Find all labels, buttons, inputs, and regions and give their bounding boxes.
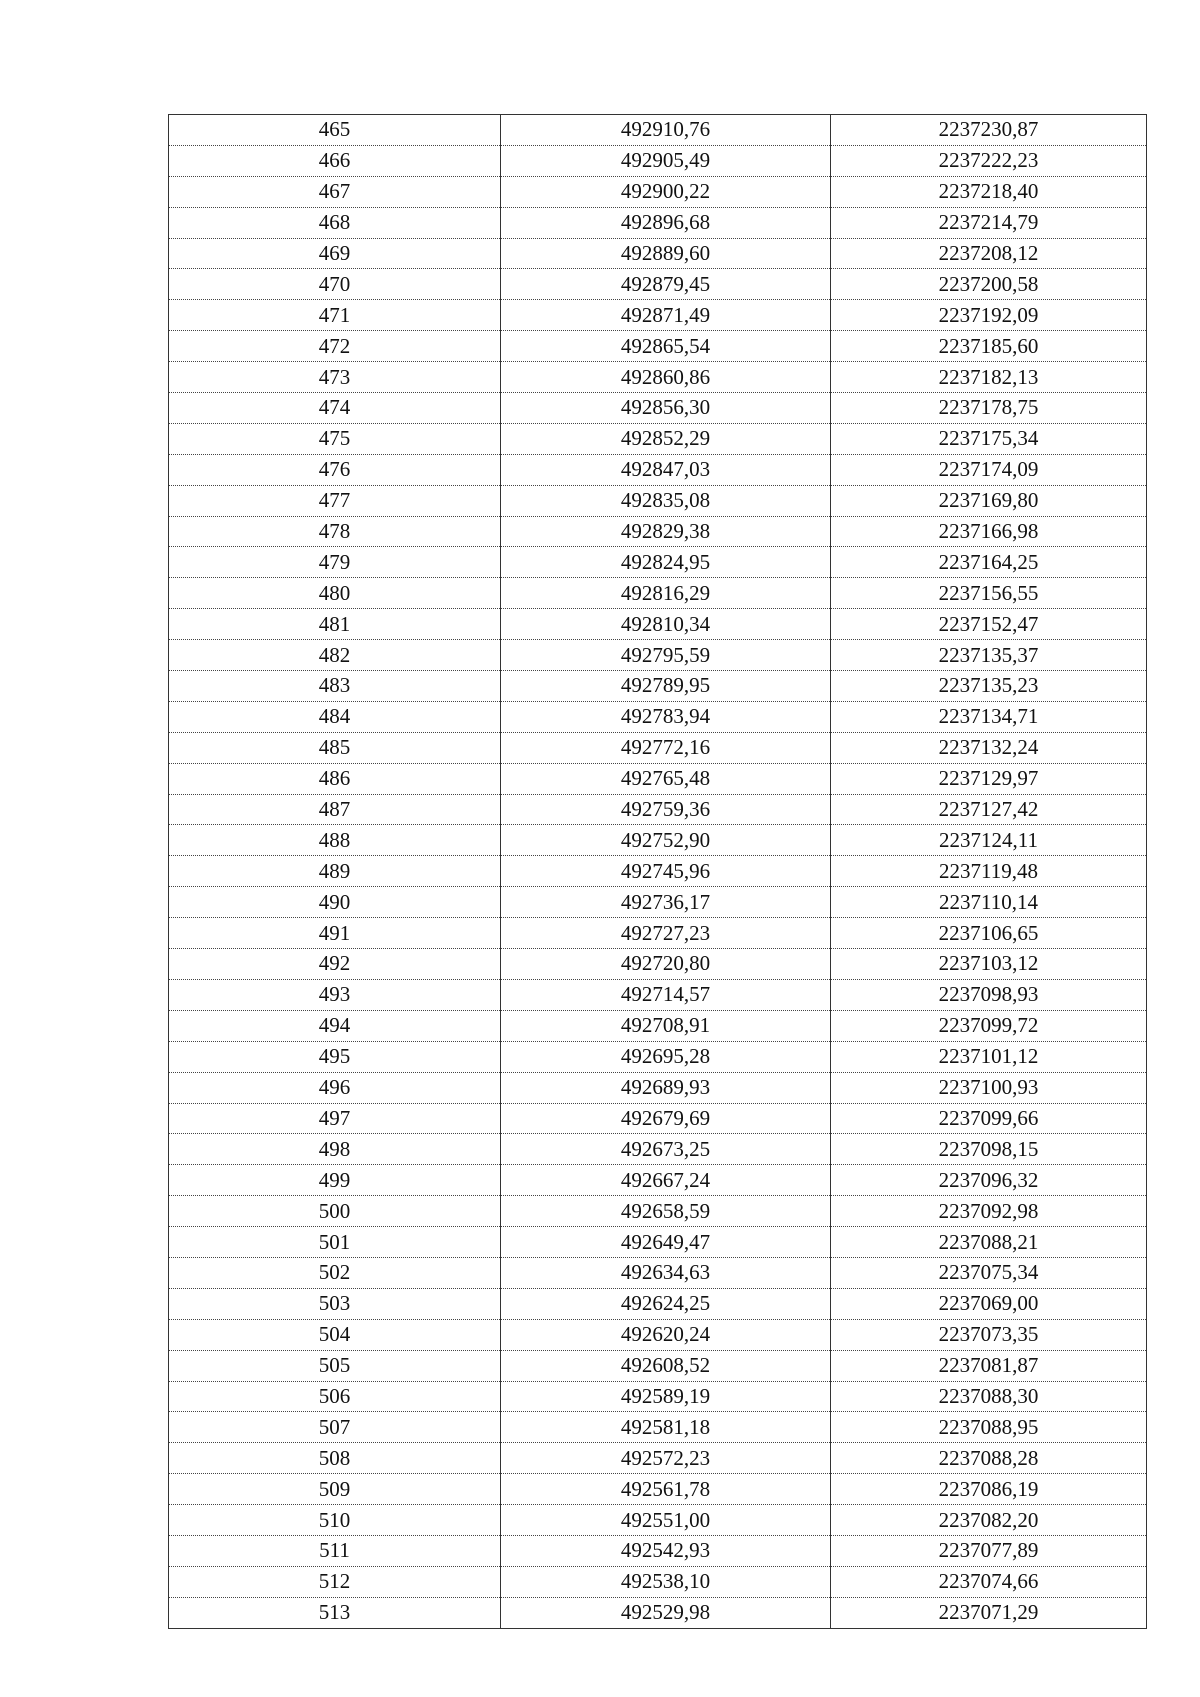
y-coordinate-cell: 2237127,42 bbox=[831, 794, 1147, 825]
table-row bbox=[169, 331, 1147, 362]
y-coordinate-cell: 2237082,20 bbox=[831, 1505, 1147, 1536]
x-coordinate-cell: 492620,24 bbox=[501, 1319, 831, 1350]
table-row bbox=[169, 1288, 1147, 1319]
x-coordinate-cell: 492860,86 bbox=[501, 362, 831, 393]
table-row bbox=[169, 825, 1147, 856]
table-row bbox=[169, 640, 1147, 671]
point-number-cell: 483 bbox=[169, 671, 501, 702]
x-coordinate-cell: 492714,57 bbox=[501, 979, 831, 1010]
point-number-cell: 501 bbox=[169, 1227, 501, 1258]
y-coordinate-cell: 2237086,19 bbox=[831, 1474, 1147, 1505]
point-number-cell: 487 bbox=[169, 794, 501, 825]
x-coordinate-cell: 492695,28 bbox=[501, 1041, 831, 1072]
point-number-cell: 480 bbox=[169, 578, 501, 609]
point-number-cell: 504 bbox=[169, 1319, 501, 1350]
table-row bbox=[169, 300, 1147, 331]
table-row bbox=[169, 887, 1147, 918]
x-coordinate-cell: 492529,98 bbox=[501, 1597, 831, 1628]
y-coordinate-cell: 2237132,24 bbox=[831, 732, 1147, 763]
point-number-cell: 477 bbox=[169, 485, 501, 516]
y-coordinate-cell: 2237214,79 bbox=[831, 207, 1147, 238]
table-row bbox=[169, 794, 1147, 825]
y-coordinate-cell: 2237103,12 bbox=[831, 949, 1147, 980]
coordinates-table bbox=[168, 114, 1147, 1629]
table-row bbox=[169, 115, 1147, 146]
x-coordinate-cell: 492572,23 bbox=[501, 1443, 831, 1474]
y-coordinate-cell: 2237129,97 bbox=[831, 763, 1147, 794]
point-number-cell: 511 bbox=[169, 1535, 501, 1566]
table-row bbox=[169, 1319, 1147, 1350]
x-coordinate-cell: 492765,48 bbox=[501, 763, 831, 794]
y-coordinate-cell: 2237088,30 bbox=[831, 1381, 1147, 1412]
y-coordinate-cell: 2237077,89 bbox=[831, 1535, 1147, 1566]
point-number-cell: 470 bbox=[169, 269, 501, 300]
y-coordinate-cell: 2237088,95 bbox=[831, 1412, 1147, 1443]
x-coordinate-cell: 492649,47 bbox=[501, 1227, 831, 1258]
point-number-cell: 471 bbox=[169, 300, 501, 331]
x-coordinate-cell: 492879,45 bbox=[501, 269, 831, 300]
x-coordinate-cell: 492795,59 bbox=[501, 640, 831, 671]
y-coordinate-cell: 2237175,34 bbox=[831, 423, 1147, 454]
y-coordinate-cell: 2237185,60 bbox=[831, 331, 1147, 362]
table-row bbox=[169, 1412, 1147, 1443]
table-row bbox=[169, 1165, 1147, 1196]
point-number-cell: 505 bbox=[169, 1350, 501, 1381]
point-number-cell: 506 bbox=[169, 1381, 501, 1412]
table-row bbox=[169, 979, 1147, 1010]
y-coordinate-cell: 2237178,75 bbox=[831, 393, 1147, 424]
y-coordinate-cell: 2237135,23 bbox=[831, 671, 1147, 702]
point-number-cell: 492 bbox=[169, 949, 501, 980]
table-row bbox=[169, 393, 1147, 424]
table-row bbox=[169, 609, 1147, 640]
point-number-cell: 502 bbox=[169, 1257, 501, 1288]
table-row bbox=[169, 362, 1147, 393]
x-coordinate-cell: 492772,16 bbox=[501, 732, 831, 763]
point-number-cell: 474 bbox=[169, 393, 501, 424]
x-coordinate-cell: 492624,25 bbox=[501, 1288, 831, 1319]
point-number-cell: 465 bbox=[169, 115, 501, 146]
point-number-cell: 503 bbox=[169, 1288, 501, 1319]
x-coordinate-cell: 492736,17 bbox=[501, 887, 831, 918]
x-coordinate-cell: 492745,96 bbox=[501, 856, 831, 887]
coordinates-table-body bbox=[169, 115, 1147, 1629]
y-coordinate-cell: 2237230,87 bbox=[831, 115, 1147, 146]
table-row bbox=[169, 423, 1147, 454]
y-coordinate-cell: 2237119,48 bbox=[831, 856, 1147, 887]
y-coordinate-cell: 2237092,98 bbox=[831, 1196, 1147, 1227]
point-number-cell: 491 bbox=[169, 918, 501, 949]
y-coordinate-cell: 2237166,98 bbox=[831, 516, 1147, 547]
y-coordinate-cell: 2237073,35 bbox=[831, 1319, 1147, 1350]
point-number-cell: 496 bbox=[169, 1072, 501, 1103]
point-number-cell: 509 bbox=[169, 1474, 501, 1505]
point-number-cell: 490 bbox=[169, 887, 501, 918]
point-number-cell: 510 bbox=[169, 1505, 501, 1536]
x-coordinate-cell: 492905,49 bbox=[501, 145, 831, 176]
point-number-cell: 488 bbox=[169, 825, 501, 856]
x-coordinate-cell: 492667,24 bbox=[501, 1165, 831, 1196]
y-coordinate-cell: 2237135,37 bbox=[831, 640, 1147, 671]
table-row bbox=[169, 238, 1147, 269]
table-row bbox=[169, 1041, 1147, 1072]
y-coordinate-cell: 2237164,25 bbox=[831, 547, 1147, 578]
y-coordinate-cell: 2237098,15 bbox=[831, 1134, 1147, 1165]
point-number-cell: 513 bbox=[169, 1597, 501, 1628]
point-number-cell: 479 bbox=[169, 547, 501, 578]
x-coordinate-cell: 492720,80 bbox=[501, 949, 831, 980]
x-coordinate-cell: 492856,30 bbox=[501, 393, 831, 424]
point-number-cell: 507 bbox=[169, 1412, 501, 1443]
table-row bbox=[169, 1474, 1147, 1505]
x-coordinate-cell: 492673,25 bbox=[501, 1134, 831, 1165]
x-coordinate-cell: 492810,34 bbox=[501, 609, 831, 640]
table-row bbox=[169, 763, 1147, 794]
x-coordinate-cell: 492708,91 bbox=[501, 1010, 831, 1041]
point-number-cell: 473 bbox=[169, 362, 501, 393]
y-coordinate-cell: 2237069,00 bbox=[831, 1288, 1147, 1319]
table-row bbox=[169, 1196, 1147, 1227]
point-number-cell: 468 bbox=[169, 207, 501, 238]
x-coordinate-cell: 492871,49 bbox=[501, 300, 831, 331]
x-coordinate-cell: 492551,00 bbox=[501, 1505, 831, 1536]
x-coordinate-cell: 492542,93 bbox=[501, 1535, 831, 1566]
y-coordinate-cell: 2237134,71 bbox=[831, 701, 1147, 732]
point-number-cell: 499 bbox=[169, 1165, 501, 1196]
point-number-cell: 495 bbox=[169, 1041, 501, 1072]
y-coordinate-cell: 2237200,58 bbox=[831, 269, 1147, 300]
table-row bbox=[169, 1381, 1147, 1412]
table-row bbox=[169, 1257, 1147, 1288]
table-row bbox=[169, 454, 1147, 485]
table-row bbox=[169, 856, 1147, 887]
x-coordinate-cell: 492900,22 bbox=[501, 176, 831, 207]
x-coordinate-cell: 492581,18 bbox=[501, 1412, 831, 1443]
y-coordinate-cell: 2237182,13 bbox=[831, 362, 1147, 393]
y-coordinate-cell: 2237088,21 bbox=[831, 1227, 1147, 1258]
point-number-cell: 476 bbox=[169, 454, 501, 485]
point-number-cell: 489 bbox=[169, 856, 501, 887]
y-coordinate-cell: 2237099,66 bbox=[831, 1103, 1147, 1134]
x-coordinate-cell: 492783,94 bbox=[501, 701, 831, 732]
y-coordinate-cell: 2237074,66 bbox=[831, 1566, 1147, 1597]
y-coordinate-cell: 2237208,12 bbox=[831, 238, 1147, 269]
x-coordinate-cell: 492589,19 bbox=[501, 1381, 831, 1412]
y-coordinate-cell: 2237218,40 bbox=[831, 176, 1147, 207]
x-coordinate-cell: 492679,69 bbox=[501, 1103, 831, 1134]
point-number-cell: 493 bbox=[169, 979, 501, 1010]
table-row bbox=[169, 1103, 1147, 1134]
y-coordinate-cell: 2237101,12 bbox=[831, 1041, 1147, 1072]
y-coordinate-cell: 2237106,65 bbox=[831, 918, 1147, 949]
table-row bbox=[169, 485, 1147, 516]
table-row bbox=[169, 918, 1147, 949]
table-row bbox=[169, 176, 1147, 207]
table-row bbox=[169, 701, 1147, 732]
table-row bbox=[169, 671, 1147, 702]
x-coordinate-cell: 492538,10 bbox=[501, 1566, 831, 1597]
y-coordinate-cell: 2237098,93 bbox=[831, 979, 1147, 1010]
y-coordinate-cell: 2237088,28 bbox=[831, 1443, 1147, 1474]
x-coordinate-cell: 492689,93 bbox=[501, 1072, 831, 1103]
point-number-cell: 508 bbox=[169, 1443, 501, 1474]
x-coordinate-cell: 492658,59 bbox=[501, 1196, 831, 1227]
x-coordinate-cell: 492608,52 bbox=[501, 1350, 831, 1381]
table-row bbox=[169, 145, 1147, 176]
x-coordinate-cell: 492865,54 bbox=[501, 331, 831, 362]
x-coordinate-cell: 492634,63 bbox=[501, 1257, 831, 1288]
table-row bbox=[169, 1505, 1147, 1536]
y-coordinate-cell: 2237099,72 bbox=[831, 1010, 1147, 1041]
table-row bbox=[169, 949, 1147, 980]
point-number-cell: 500 bbox=[169, 1196, 501, 1227]
x-coordinate-cell: 492561,78 bbox=[501, 1474, 831, 1505]
y-coordinate-cell: 2237174,09 bbox=[831, 454, 1147, 485]
y-coordinate-cell: 2237192,09 bbox=[831, 300, 1147, 331]
table-row bbox=[169, 1227, 1147, 1258]
x-coordinate-cell: 492816,29 bbox=[501, 578, 831, 609]
x-coordinate-cell: 492824,95 bbox=[501, 547, 831, 578]
y-coordinate-cell: 2237152,47 bbox=[831, 609, 1147, 640]
point-number-cell: 466 bbox=[169, 145, 501, 176]
point-number-cell: 484 bbox=[169, 701, 501, 732]
point-number-cell: 478 bbox=[169, 516, 501, 547]
y-coordinate-cell: 2237075,34 bbox=[831, 1257, 1147, 1288]
table-row bbox=[169, 578, 1147, 609]
point-number-cell: 469 bbox=[169, 238, 501, 269]
y-coordinate-cell: 2237124,11 bbox=[831, 825, 1147, 856]
y-coordinate-cell: 2237081,87 bbox=[831, 1350, 1147, 1381]
point-number-cell: 481 bbox=[169, 609, 501, 640]
x-coordinate-cell: 492829,38 bbox=[501, 516, 831, 547]
table-row bbox=[169, 1443, 1147, 1474]
x-coordinate-cell: 492727,23 bbox=[501, 918, 831, 949]
y-coordinate-cell: 2237169,80 bbox=[831, 485, 1147, 516]
point-number-cell: 498 bbox=[169, 1134, 501, 1165]
x-coordinate-cell: 492847,03 bbox=[501, 454, 831, 485]
table-row bbox=[169, 1597, 1147, 1628]
table-row bbox=[169, 547, 1147, 578]
x-coordinate-cell: 492896,68 bbox=[501, 207, 831, 238]
x-coordinate-cell: 492752,90 bbox=[501, 825, 831, 856]
y-coordinate-cell: 2237110,14 bbox=[831, 887, 1147, 918]
point-number-cell: 475 bbox=[169, 423, 501, 454]
y-coordinate-cell: 2237156,55 bbox=[831, 578, 1147, 609]
x-coordinate-cell: 492835,08 bbox=[501, 485, 831, 516]
table-row bbox=[169, 732, 1147, 763]
point-number-cell: 467 bbox=[169, 176, 501, 207]
point-number-cell: 472 bbox=[169, 331, 501, 362]
table-row bbox=[169, 1072, 1147, 1103]
document-page bbox=[168, 114, 1146, 1629]
point-number-cell: 497 bbox=[169, 1103, 501, 1134]
table-row bbox=[169, 516, 1147, 547]
y-coordinate-cell: 2237096,32 bbox=[831, 1165, 1147, 1196]
point-number-cell: 485 bbox=[169, 732, 501, 763]
point-number-cell: 486 bbox=[169, 763, 501, 794]
table-row bbox=[169, 1566, 1147, 1597]
point-number-cell: 482 bbox=[169, 640, 501, 671]
y-coordinate-cell: 2237222,23 bbox=[831, 145, 1147, 176]
table-row bbox=[169, 1010, 1147, 1041]
table-row bbox=[169, 207, 1147, 238]
x-coordinate-cell: 492910,76 bbox=[501, 115, 831, 146]
x-coordinate-cell: 492789,95 bbox=[501, 671, 831, 702]
x-coordinate-cell: 492759,36 bbox=[501, 794, 831, 825]
y-coordinate-cell: 2237100,93 bbox=[831, 1072, 1147, 1103]
y-coordinate-cell: 2237071,29 bbox=[831, 1597, 1147, 1628]
table-row bbox=[169, 1350, 1147, 1381]
table-row bbox=[169, 269, 1147, 300]
table-row bbox=[169, 1134, 1147, 1165]
x-coordinate-cell: 492852,29 bbox=[501, 423, 831, 454]
x-coordinate-cell: 492889,60 bbox=[501, 238, 831, 269]
point-number-cell: 494 bbox=[169, 1010, 501, 1041]
table-row bbox=[169, 1535, 1147, 1566]
point-number-cell: 512 bbox=[169, 1566, 501, 1597]
